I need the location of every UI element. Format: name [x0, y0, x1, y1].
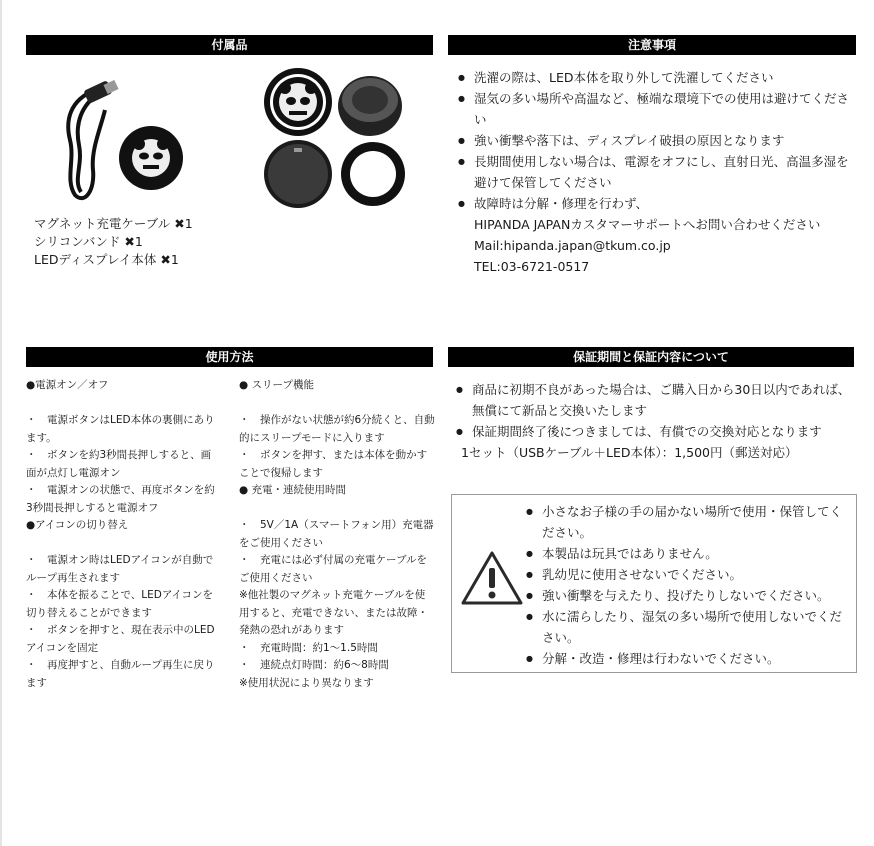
usage-instruction: ・ 充電時間：約1〜1.5時間 — [239, 641, 378, 654]
side-view-display-icon — [338, 76, 402, 136]
support-email: Mail:hipanda.japan@tkum.co.jp — [474, 238, 671, 253]
support-contact — [474, 214, 820, 277]
front-panda-display-icon — [264, 68, 332, 136]
usage-spacer — [239, 395, 435, 413]
warranty-item: ● 商品に初期不良があった場合は、ご購入日から30日以内であれば、無償にて新品と交換いたします — [456, 379, 854, 421]
usage-instruction: ・ 5V／1A（スマートフォン用）充電器をご使用ください — [239, 519, 434, 549]
usage-instruction: ・ 電源オン時はLEDアイコンが自動でループ再生されます — [26, 554, 214, 584]
warning-item: ● 分解・改造・修理は行わないでください。 — [526, 648, 846, 669]
back-of-display-icon — [264, 140, 332, 208]
warning-item: ● 小さなお子様の手の届かない場所で使用・保管してください。 — [526, 501, 846, 543]
warning-item: ● 本製品は玩具ではありません。 — [526, 543, 846, 564]
usage-section-heading: ●アイコンの切り替え — [26, 519, 129, 531]
usage-right-column — [239, 377, 435, 692]
accessories-product-views-image — [258, 66, 414, 216]
cautions-list — [458, 67, 852, 214]
usage-spacer — [26, 535, 218, 553]
caution-item: ● 湿気の多い場所や高温など、極端な環境下での使用は避けてください — [458, 88, 852, 130]
usage-instruction: ※使用状況により異なります — [239, 676, 374, 689]
usage-instruction: ・ ボタンを押すと、現在表示中のLEDアイコンを固定 — [26, 624, 215, 654]
caution-item: ● 強い衝撃や落下は、ディスプレイ破損の原因となります — [458, 130, 852, 151]
accessories-list — [34, 215, 193, 269]
accessory-item-band: シリコンバンド ✖1 — [34, 234, 143, 249]
safety-warning-box — [451, 494, 857, 673]
accessory-item-display: LEDディスプレイ本体 ✖1 — [34, 252, 179, 267]
warranty-price: 1セット（USBケーブル＋LED本体）：1,500円（郵送対応） — [461, 445, 798, 460]
cautions-header: 注意事項 — [448, 35, 856, 55]
page-left-border — [0, 0, 2, 846]
warranty-item: ● 保証期間終了後につきましては、有償での交換対応となります — [456, 421, 854, 442]
silicone-band-ring-icon — [341, 142, 405, 206]
usage-instruction: ・ 再度押すと、自動ループ再生に戻ります — [26, 659, 215, 689]
caution-item: ● 洗濯の際は、LED本体を取り外して洗濯してください — [458, 67, 852, 88]
accessory-item-cable: マグネット充電ケーブル ✖1 — [34, 216, 193, 231]
usage-instruction: ※他社製のマグネット充電ケーブルを使用すると、充電できない、または故障・発熱の恐れがあります — [239, 589, 428, 636]
usage-section-heading: ●電源オン／オフ — [26, 379, 109, 391]
usage-instruction: ・ 本体を振ることで、LEDアイコンを切り替えることができます — [26, 589, 213, 619]
usage-instruction: ・ 電源オンの状態で、再度ボタンを約3秒間長押しすると電源オフ — [26, 484, 215, 514]
caution-item: ● 長期間使用しない場合は、電源をオフにし、直射日光、高温多湿を避けて保管してください — [458, 151, 852, 193]
support-text: HIPANDA JAPANカスタマーサポートへお問い合わせください — [474, 217, 821, 232]
warning-item: ● 乳幼児に使用させないでください。 — [526, 564, 846, 585]
caution-item: ● 故障時は分解・修理を行わず、 — [458, 193, 852, 214]
usage-spacer — [26, 395, 218, 413]
usage-header: 使用方法 — [26, 347, 433, 367]
accessories-cable-and-display-image — [55, 80, 195, 215]
usage-instruction: ・ ボタンを約3秒間長押しすると、画面が点灯し電源オン — [26, 449, 212, 479]
usage-spacer — [239, 500, 435, 518]
warning-item: ● 強い衝撃を与えたり、投げたりしないでください。 — [526, 585, 846, 606]
magnetic-cable-icon — [68, 80, 118, 198]
warning-triangle-icon — [460, 550, 524, 606]
usage-instruction: ・ 電源ボタンはLED本体の裏側にあります。 — [26, 414, 215, 444]
warranty-header: 保証期間と保証内容について — [448, 347, 854, 367]
usage-instruction: ・ 操作がない状態が約6分続くと、自動的にスリープモードに入ります — [239, 414, 435, 444]
usage-instruction: ・ 充電には必ず付属の充電ケーブルをご使用ください — [239, 554, 428, 584]
safety-warning-list — [526, 501, 846, 669]
usage-instruction: ・ ボタンを押す、または本体を動かすことで復帰します — [239, 449, 428, 479]
support-phone: TEL:03-6721-0517 — [474, 259, 590, 274]
accessories-header: 付属品 — [26, 35, 433, 55]
warning-item: ● 水に濡らしたり、湿気の多い場所で使用しないでください。 — [526, 606, 846, 648]
usage-instruction: ・ 連続点灯時間：約6〜8時間 — [239, 659, 389, 671]
led-display-panda-icon — [119, 126, 183, 190]
warranty-list — [456, 379, 854, 442]
usage-left-column — [26, 377, 218, 692]
usage-section-heading: ● 充電・連続使用時間 — [239, 484, 346, 496]
usage-section-heading: ● スリープ機能 — [239, 379, 314, 391]
